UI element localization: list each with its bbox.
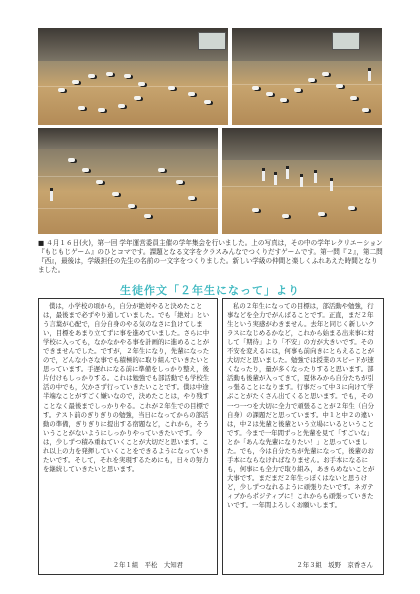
gym-wall [222, 128, 382, 160]
student-figure [188, 92, 195, 96]
student-figure [168, 86, 175, 90]
student-figure [58, 88, 65, 92]
standing-student [314, 170, 317, 183]
standing-student [330, 178, 333, 191]
student-figure [78, 106, 85, 110]
standing-teacher [50, 188, 53, 201]
student-figure [82, 168, 89, 172]
bullet-square-icon: ■ [38, 239, 45, 247]
photo-gym-letter-shape [232, 28, 382, 125]
student-figure [158, 168, 165, 172]
gym-window [332, 32, 360, 50]
photo-gym-circle-formation [38, 28, 228, 125]
standing-student [300, 174, 303, 187]
student-figure [72, 80, 79, 84]
student-figure [362, 108, 369, 112]
student-figure [322, 72, 329, 76]
photo-gym-floor-formation [38, 128, 218, 234]
essay-left-body: 僕は，小学校の頃から，自分が絶対やると決めたことは，最後まで必ずやり通していました。でも「絶対」という言葉が心配で，自分自身のやる気のなさに負けてしまい，目標をあまり立てずに事を進めていました。さらに中学校に入っても，なかなかやる事を計画的に進めることができませんでした。ですが，２年生になり，先輩になったので，どんな小さな事でも積極的に取り組んでいきたいと思っています。手遅れになる前に準備をしっかり整え，後片付けもしっかりする。これは勉強でも部活動でも学校生活の中でも，欠かさず行っていきたいことです。僕は中途半端なことがすごく嫌いなので，決めたことは，やり残すことなく最後までしっかりやる。これが２年生での目標です。テスト前のぎりぎりの勉強，当日になってからの部活動の準備，ぎりぎりに提出する宿題など，これから，そういうことがないようにしっかりやっていきたいです。今は，少しずつ積み重ねていくことが大切だと思います。これ以上の力を発揮していくことをできるようになっていきたいです。そして，それを実現するためにも，日々の努力を継続していきたいと思います。 [43, 302, 210, 473]
student-figure [252, 86, 259, 90]
student-figure [188, 196, 195, 200]
standing-student [262, 168, 265, 181]
essay-left-box [38, 298, 218, 575]
student-figure [144, 214, 151, 218]
standing-student [286, 166, 289, 179]
student-figure [280, 98, 287, 102]
student-figure [98, 108, 105, 112]
student-figure [124, 74, 131, 78]
floor-line [38, 176, 218, 177]
student-figure [96, 180, 103, 184]
student-figure [138, 82, 145, 86]
student-figure [134, 96, 141, 100]
essay-right-signature: ２年３組 坂野 京香さん [296, 560, 373, 569]
student-figure [350, 96, 357, 100]
student-figure [336, 84, 343, 88]
essay-right-body: 私の２年生になっての目標は，部活動や勉強，行事などを全力でがんばることです。正直，まだ２年生という実感がわきません。去年と同じく新しいクラスになじめるかなど，これから始まる出来事に対して「期待」より「不安」の方が大きいです。その不安を変えるには，何事も前向きにとらえることが大切だと思いました。勉強では授業のスピードが速くなったり，量が多くなったりすると思います。部活動も後輩が入ってきて，夏休みから自分たちが引っ張ることになります。行事だって中３に向けて学ぶことがたくさん出てくると思います。でも，その一つ一つを大切に全力で頑張ることが２年生（自分自身）の課題だと思っています。中１と中２の違いは，中２は先輩と後輩という立場にいるということです。今まで一年間ずっと先輩を見て「すごいな」とか「あんな先輩になりたい！」と思っていました。でも，今は自分たちが先輩になって，後輩のお手本にならなければなりません。お手本になるにも，何事にも全力で取り組み，あきらめないことが大事です。まだまだ２年生っぽくはないと思うけど，少しずつなれるように頑張りたいです。ネガティブからポジティブに！これからも頑張っていきたいです。一年間よろしくお願いします。 [227, 302, 375, 510]
student-figure [282, 214, 289, 218]
student-figure [118, 104, 125, 108]
essay-section-title: 生徒作文「２年生になって」より [120, 284, 300, 297]
photo-gym-standing-group [222, 128, 382, 234]
student-figure [128, 204, 135, 208]
student-figure [88, 74, 95, 78]
photo-caption [38, 239, 384, 275]
essay-right-box [222, 298, 384, 575]
student-figure [266, 92, 273, 96]
student-figure [106, 72, 113, 76]
caption-text: ４月１６日(火)，第一回 学年運営委員主催の学年集会を行いました。上の写真は，その中の学年レクリエーション『もじもじゲーム』のひとコマです。課題となる文字をクラスみんなでつくりだすゲームです。第一問『２』，第二問『西』，最後は，学級担任の先生の名前の一文字をつくりました。新しい学級の仲間と楽しくふれあえた時間となりました。 [38, 239, 383, 274]
standing-student [274, 172, 277, 185]
student-figure [318, 212, 325, 216]
gym-window [198, 32, 226, 50]
essay-left-signature: ２年１組 平松 大知君 [112, 560, 183, 569]
standing-teacher [368, 68, 371, 81]
student-figure [348, 206, 355, 210]
student-figure [204, 100, 211, 104]
student-figure [294, 88, 301, 92]
floor-line [38, 86, 228, 87]
student-figure [252, 208, 259, 212]
gym-wall [38, 128, 218, 149]
student-figure [68, 158, 75, 162]
student-figure [176, 180, 183, 184]
student-figure [112, 192, 119, 196]
student-figure [308, 78, 315, 82]
